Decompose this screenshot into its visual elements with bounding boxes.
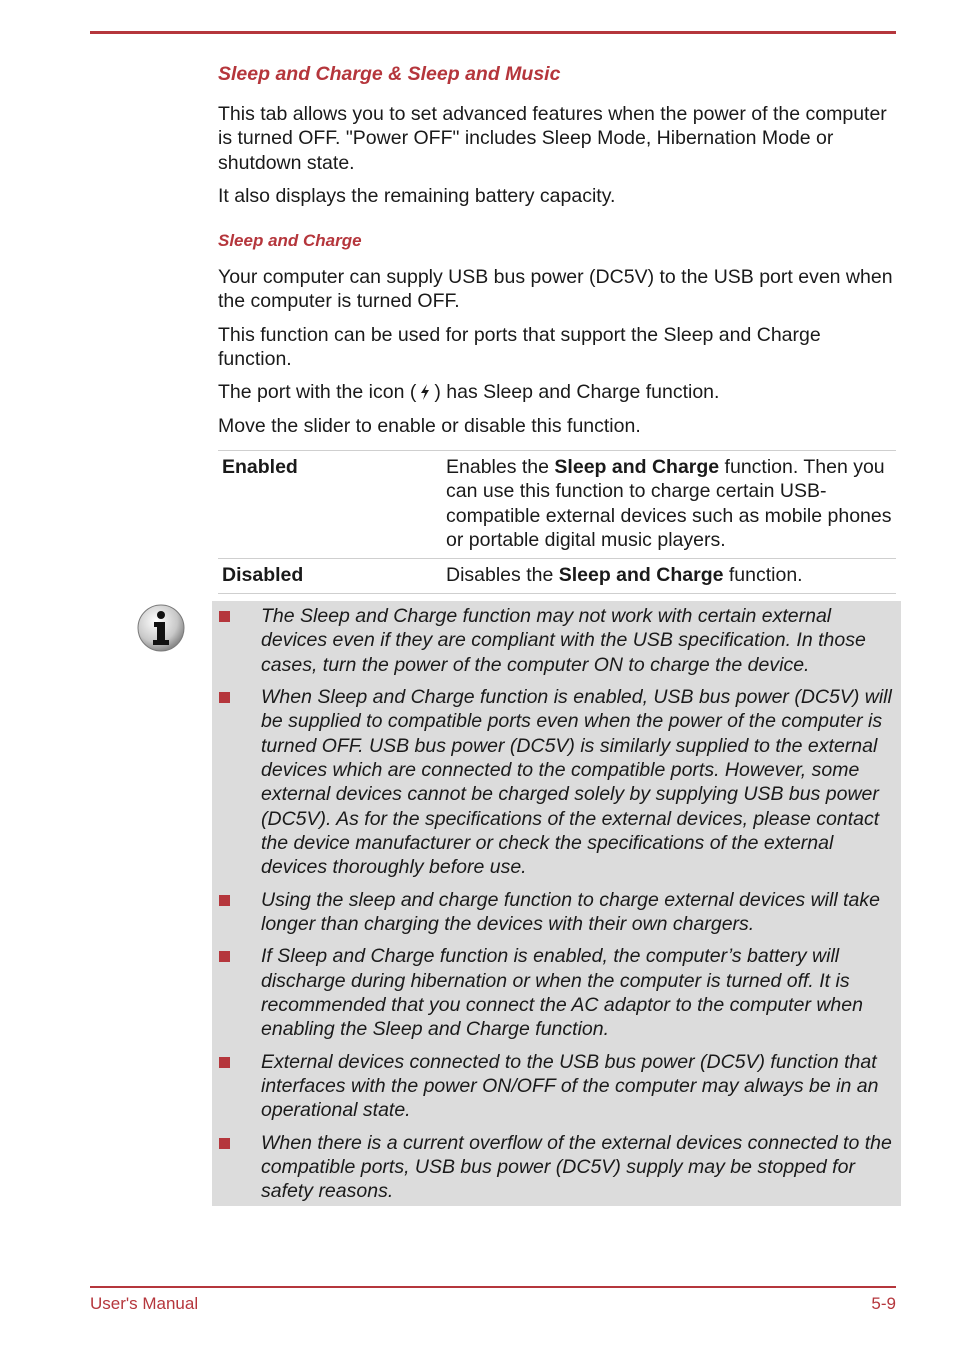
body-paragraph-3 xyxy=(218,380,898,404)
body-paragraph-4: Move the slider to enable or disable this function. xyxy=(218,414,641,437)
body-paragraph-2: This function can be used for ports that support the Sleep and Charge function. xyxy=(218,323,821,371)
note-text: When there is a current overflow of the external devices connected to the compatible ports, USB bus power (DC5V) supply may be stopped for safety reasons. xyxy=(261,1131,892,1203)
note-text: Using the sleep and charge function to charge external devices will take longer than charging the devices with their own chargers. xyxy=(261,888,880,935)
bullet-icon xyxy=(219,895,230,906)
note-text: The Sleep and Charge function may not work with certain external devices even if they are compliant with the USB specification. In those cases, turn the power of the computer ON to charge the device. xyxy=(261,605,866,676)
notes-list xyxy=(212,601,901,1204)
list-item xyxy=(212,944,901,1041)
section-heading: Sleep and Charge & Sleep and Music xyxy=(218,63,561,85)
desc-text: Enables the xyxy=(446,455,555,478)
bullet-icon xyxy=(219,1057,230,1068)
port-text-after: ) has Sleep and Charge function. xyxy=(434,381,720,404)
desc-text: function. Then you can use this function to charge certain USB-compatible external devices such as mobile phones or portable digital music players. xyxy=(446,455,892,551)
term-enabled: Enabled xyxy=(218,450,442,558)
intro-paragraph-2: It also displays the remaining battery capacity. xyxy=(218,184,616,207)
lightning-bolt-icon xyxy=(418,383,432,401)
note-box xyxy=(212,601,901,1206)
header-rule xyxy=(90,31,896,34)
note-text: External devices connected to the USB bus power (DC5V) function that interfaces with the power ON/OFF of the computer may always be in an operational state. xyxy=(261,1050,879,1122)
description-disabled xyxy=(442,559,896,594)
list-item xyxy=(212,604,901,677)
intro-paragraph-1: This tab allows you to set advanced features when the power of the computer is turned OFF. "Power OFF" includes Sleep Mode, Hibernation Mode or shutdown state. xyxy=(218,103,887,174)
note-text: When Sleep and Charge function is enabled, USB bus power (DC5V) will be supplied to compatible ports even when the power of the computer is turned OFF. USB bus power (DC5V) is similarly supplied to the external devices which are connected to the compatible ports. However, some external devices cannot be charged solely by supplying USB bus power (DC5V). As for the specifications of the external devices, please contact the device manufacturer or check the specifications of the external devices thoroughly before use. xyxy=(261,686,892,879)
description-enabled xyxy=(442,450,896,558)
table-row xyxy=(218,450,896,558)
term-disabled: Disabled xyxy=(218,559,442,594)
sub-heading: Sleep and Charge xyxy=(218,231,362,251)
desc-bold: Sleep and Charge xyxy=(554,455,720,478)
footer-manual-label: User's Manual xyxy=(90,1294,199,1313)
bullet-icon xyxy=(219,611,230,622)
footer-rule xyxy=(90,1286,896,1288)
options-table xyxy=(218,450,896,594)
note-text: If Sleep and Charge function is enabled, the computer’s battery will discharge during hibernation or when the computer is turned off. It is recommended that you connect the AC adaptor to the computer when enabling the Sleep and Charge function. xyxy=(261,945,863,1041)
list-item xyxy=(212,1131,901,1204)
port-text-before: The port with the icon ( xyxy=(218,381,417,404)
page-content xyxy=(218,60,898,594)
bullet-icon xyxy=(219,951,230,962)
list-item xyxy=(212,685,901,879)
list-item xyxy=(212,1050,901,1123)
desc-bold: Sleep and Charge xyxy=(558,564,724,587)
list-item xyxy=(212,888,901,937)
bullet-icon xyxy=(219,1138,230,1149)
info-icon xyxy=(137,604,185,652)
desc-text: function. xyxy=(723,564,803,587)
bullet-icon xyxy=(219,692,230,703)
table-row xyxy=(218,559,896,594)
footer-page-number: 5-9 xyxy=(871,1294,896,1313)
body-paragraph-1: Your computer can supply USB bus power (DC5V) to the USB port even when the computer is turned OFF. xyxy=(218,266,893,313)
desc-text: Disables the xyxy=(446,564,559,587)
